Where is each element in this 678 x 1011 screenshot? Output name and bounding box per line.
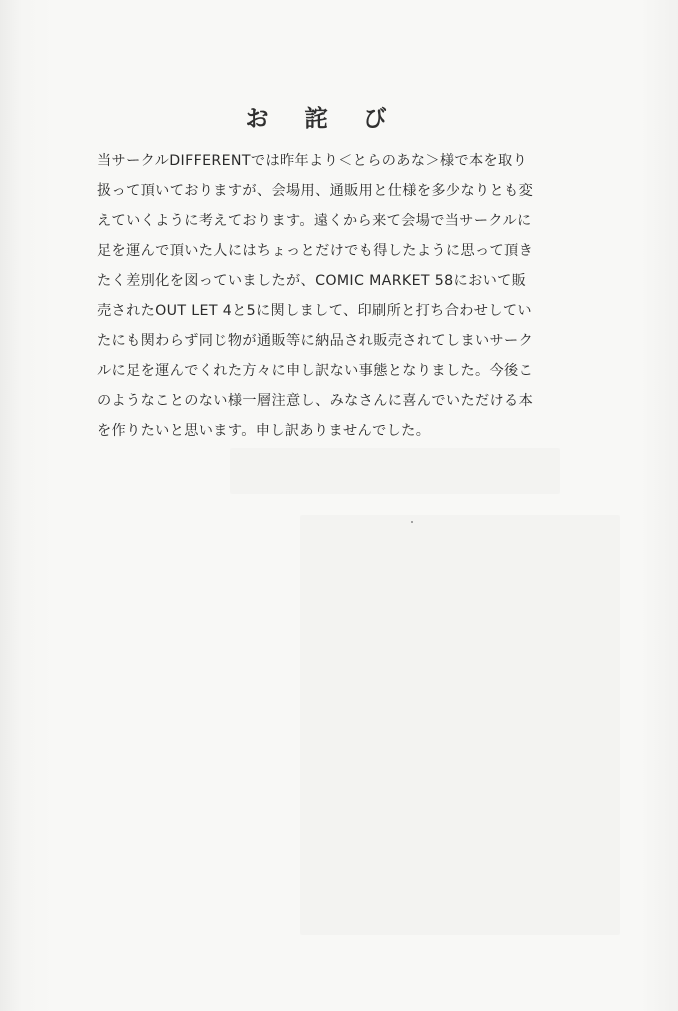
body-line: 当サークルDIFFERENTでは昨年より＜とらのあな＞様で本を取り [97,153,528,169]
body-line: えていくように考えております。遠くから来て会場で当サークルに [97,213,532,229]
body-line: 扱って頂いておりますが、会場用、通販用と仕様を多少なりとも変 [97,183,534,199]
body-line: のようなことのない様一層注意し、みなさんに喜んでいただける本 [97,393,534,409]
body-line: たく差別化を図っていましたが、COMIC MARKET 58において販 [97,273,527,289]
body-line: を作りたいと思います。申し訳ありませんでした。 [97,423,431,439]
body-line: たにも関わらず同じ物が通販等に納品され販売されてしまいサーク [97,333,534,349]
paper-speck [411,521,413,523]
body-line: 足を運んで頂いた人にはちょっとだけでも得したように思って頂き [97,243,534,259]
show-through-shadow [300,515,620,935]
page-title: お 詫 び [245,106,401,132]
show-through-shadow [230,448,560,494]
body-line: ルに足を運んでくれた方々に申し訳ない事態となりました。今後こ [97,363,534,379]
body-line: 売されたOUT LET 4と5に関しまして、印刷所と打ち合わせしてい [97,303,532,319]
apology-body [97,146,557,446]
